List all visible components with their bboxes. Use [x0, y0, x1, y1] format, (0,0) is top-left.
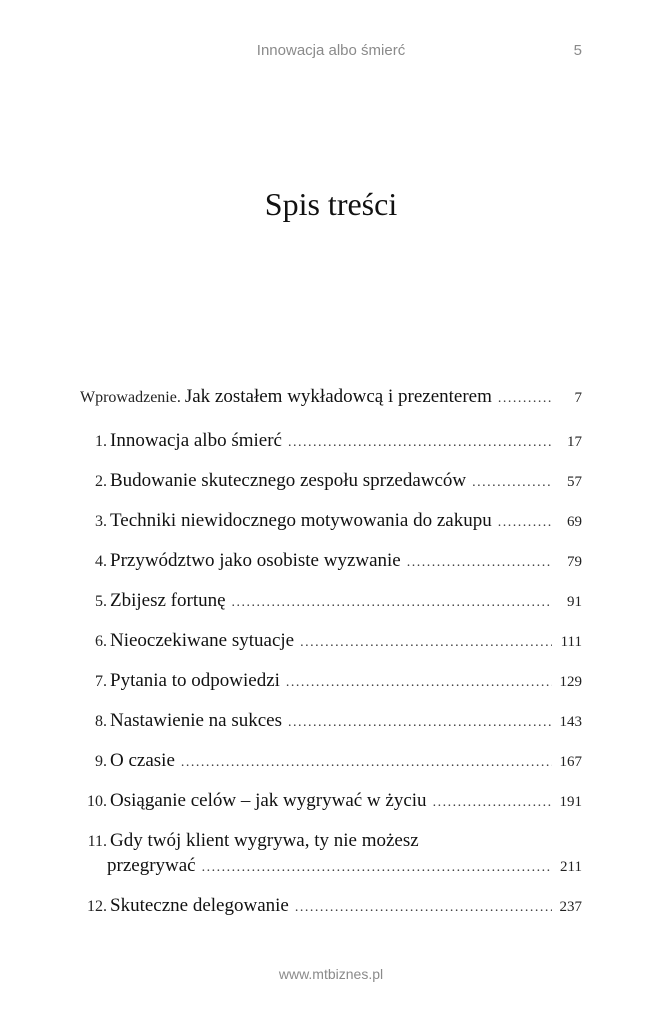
footer-url: www.mtbiznes.pl [278, 966, 384, 982]
toc-entry [80, 469, 582, 495]
toc-entry-title: Osiąganie celów – jak wygrywać w życiu [110, 790, 427, 811]
dot-leader [286, 671, 552, 695]
toc-entry-title: Nastawienie na sukces [110, 710, 282, 731]
dot-leader [288, 711, 552, 735]
dot-leader [498, 387, 552, 411]
toc-entry-page: 69 [567, 514, 582, 530]
toc-entry-number: 11. [87, 833, 107, 850]
toc-entry-title: Pytania to odpowiedzi [110, 670, 280, 691]
toc-entry-page: 91 [567, 594, 582, 610]
toc-entry-number: 2. [95, 473, 107, 490]
dot-leader [232, 591, 552, 615]
toc-entry-title: Innowacja albo śmierć [110, 430, 282, 451]
running-head [0, 42, 662, 62]
dot-leader [433, 791, 552, 815]
toc-entry-title: Nieoczekiwane sytuacje [110, 630, 295, 651]
toc-intro-prefix: Wprowadzenie. [80, 389, 181, 406]
toc-entry-page: 111 [560, 634, 582, 650]
toc-entry-title: Budowanie skutecznego zespołu sprzedawców [110, 470, 467, 491]
toc-entry-page: 7 [574, 390, 582, 406]
toc-entry [80, 629, 582, 655]
toc-entry-page: 143 [559, 714, 582, 730]
toc-entry [80, 709, 582, 735]
toc-entry-page: 57 [567, 474, 582, 490]
toc-entry-number: 6. [95, 633, 107, 650]
toc-entry-title: Przywództwo jako osobiste wyzwanie [110, 550, 401, 571]
running-title: Innowacja albo śmierć [256, 42, 406, 59]
toc-entry [80, 749, 582, 775]
toc-entry-title: Jak zostałem wykładowcą i prezenterem [184, 386, 492, 407]
toc-entry-number: 1. [95, 433, 107, 450]
toc-entry [80, 549, 582, 575]
toc-entry [80, 509, 582, 535]
toc-entry-title: Zbijesz fortunę [110, 590, 226, 611]
toc-entry-title-line1: Gdy twój klient wygrywa, ty nie możesz [110, 830, 419, 851]
toc-entry-number: 5. [95, 593, 107, 610]
toc-entry-page: 167 [559, 754, 582, 770]
table-of-contents [80, 385, 582, 934]
toc-entry-page: 79 [567, 554, 582, 570]
toc-entry [80, 894, 582, 920]
toc-entry-number: 3. [95, 513, 107, 530]
page-title: Spis treści [264, 186, 398, 222]
toc-entry-title: Techniki niewidocznego motywowania do zakupu [110, 510, 492, 531]
toc-entry-title: O czasie [110, 750, 175, 771]
dot-leader [407, 551, 552, 575]
toc-entry [80, 589, 582, 615]
toc-entry-number: 8. [95, 713, 107, 730]
dot-leader [295, 896, 552, 920]
page-number: 5 [573, 42, 582, 59]
toc-entry [80, 789, 582, 815]
toc-entry [80, 829, 582, 880]
dot-leader [181, 751, 552, 775]
dot-leader [498, 511, 552, 535]
toc-entry-title-line2: przegrywać [107, 855, 196, 876]
toc-entry-introduction [80, 385, 582, 411]
toc-entry-page: 237 [559, 899, 582, 915]
dot-leader [300, 631, 552, 655]
toc-entry [80, 669, 582, 695]
toc-entry [80, 429, 582, 455]
toc-entry-number: 9. [95, 753, 107, 770]
toc-entry-page: 191 [559, 794, 582, 810]
toc-entry-number: 10. [87, 793, 107, 810]
toc-entry-title: Skuteczne delegowanie [110, 895, 289, 916]
toc-entry-number: 7. [95, 673, 107, 690]
toc-entry-page: 17 [567, 434, 582, 450]
dot-leader [472, 471, 552, 495]
toc-entry-number: 4. [95, 553, 107, 570]
toc-entry-page: 129 [559, 674, 582, 690]
dot-leader [202, 856, 552, 880]
dot-leader [288, 431, 552, 455]
toc-entry-page: 211 [560, 859, 582, 875]
toc-entry-number: 12. [87, 898, 107, 915]
